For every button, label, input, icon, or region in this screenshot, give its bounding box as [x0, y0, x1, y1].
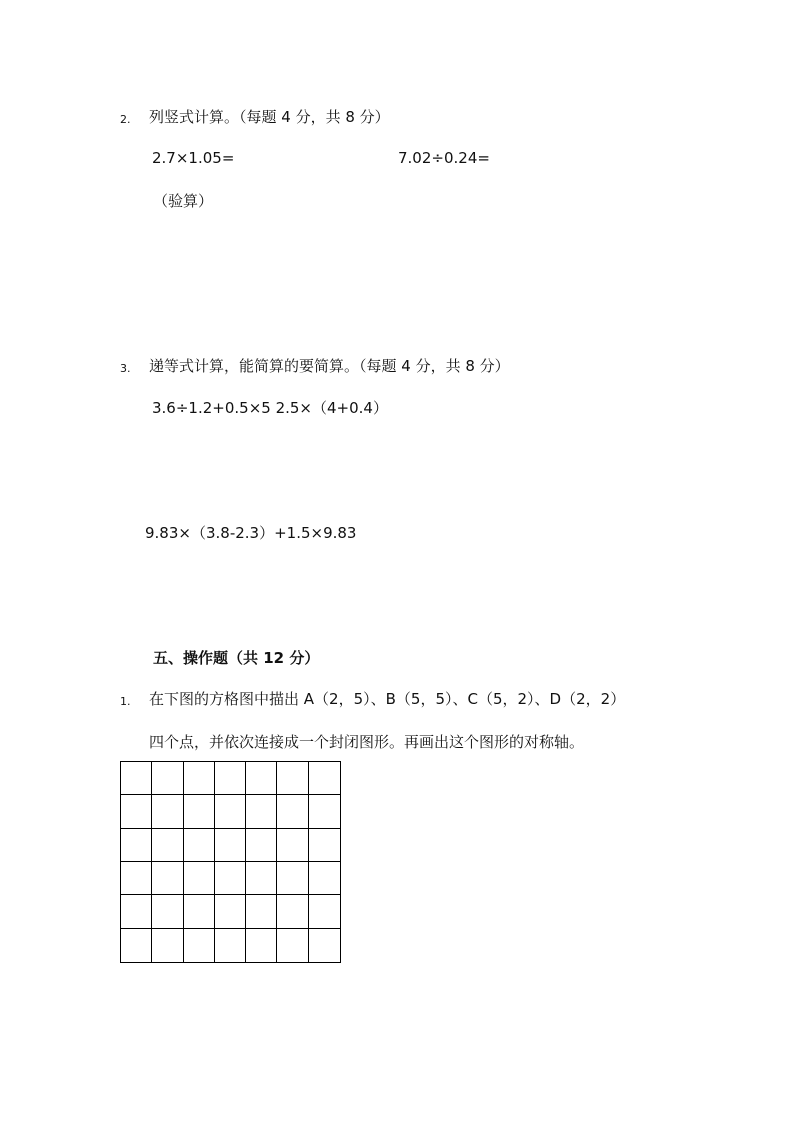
grid-cell[interactable] [215, 929, 246, 962]
grid-cell[interactable] [277, 895, 308, 928]
grid-cell[interactable] [246, 829, 277, 862]
square-grid[interactable] [120, 761, 341, 963]
grid-cell[interactable] [277, 829, 308, 862]
grid-cell[interactable] [215, 862, 246, 895]
grid-cell[interactable] [184, 829, 215, 862]
grid-cell[interactable] [215, 895, 246, 928]
grid-cell[interactable] [309, 862, 340, 895]
grid-cell[interactable] [121, 829, 152, 862]
grid-cell[interactable] [121, 895, 152, 928]
grid-cell[interactable] [184, 862, 215, 895]
grid-cell[interactable] [121, 929, 152, 962]
grid-cell[interactable] [121, 762, 152, 795]
section-5-heading: 五、操作题（共 12 分） [153, 649, 320, 667]
grid-cell[interactable] [246, 895, 277, 928]
grid-cell[interactable] [215, 762, 246, 795]
grid-cell[interactable] [184, 895, 215, 928]
grid-cell[interactable] [246, 929, 277, 962]
q2-expression-1: 2.7×1.05= [152, 149, 235, 167]
q5-1-number: 1. [120, 695, 131, 708]
q5-1-instruction-line-2: 四个点，并依次连接成一个封闭图形。再画出这个图形的对称轴。 [149, 733, 585, 751]
grid-cell[interactable] [152, 895, 183, 928]
grid-cell[interactable] [309, 795, 340, 828]
grid-cell[interactable] [309, 762, 340, 795]
q3-number: 3. [120, 362, 131, 375]
grid-cell[interactable] [277, 862, 308, 895]
grid-cell[interactable] [152, 762, 183, 795]
grid-cell[interactable] [277, 795, 308, 828]
grid-cell[interactable] [246, 862, 277, 895]
q2-check-note: （验算） [153, 192, 214, 210]
q3-title: 递等式计算，能简算的要简算。（每题 4 分，共 8 分） [149, 357, 510, 375]
grid-cell[interactable] [215, 795, 246, 828]
grid-cell[interactable] [184, 762, 215, 795]
grid-cell[interactable] [215, 829, 246, 862]
grid-cell[interactable] [277, 929, 308, 962]
grid-cell[interactable] [309, 929, 340, 962]
grid-cell[interactable] [309, 895, 340, 928]
grid-cell[interactable] [246, 795, 277, 828]
q2-expression-2: 7.02÷0.24= [398, 149, 490, 167]
q2-number: 2. [120, 113, 131, 126]
grid-cell[interactable] [152, 829, 183, 862]
grid-cell[interactable] [152, 929, 183, 962]
q3-expression-2: 9.83×（3.8-2.3）+1.5×9.83 [145, 524, 357, 542]
grid-cell[interactable] [121, 862, 152, 895]
grid-cell[interactable] [277, 762, 308, 795]
grid-cell[interactable] [184, 795, 215, 828]
grid-cell[interactable] [309, 829, 340, 862]
q3-expression-1: 3.6÷1.2+0.5×5 2.5×（4+0.4） [152, 399, 388, 417]
grid-cell[interactable] [184, 929, 215, 962]
grid-cell[interactable] [121, 795, 152, 828]
grid-cell[interactable] [246, 762, 277, 795]
q2-title: 列竖式计算。（每题 4 分，共 8 分） [149, 108, 390, 126]
grid-cell[interactable] [152, 795, 183, 828]
grid-cell[interactable] [152, 862, 183, 895]
q5-1-instruction-line-1: 在下图的方格图中描出 A（2，5）、B（5，5）、C（5，2）、D（2，2） [149, 690, 626, 708]
